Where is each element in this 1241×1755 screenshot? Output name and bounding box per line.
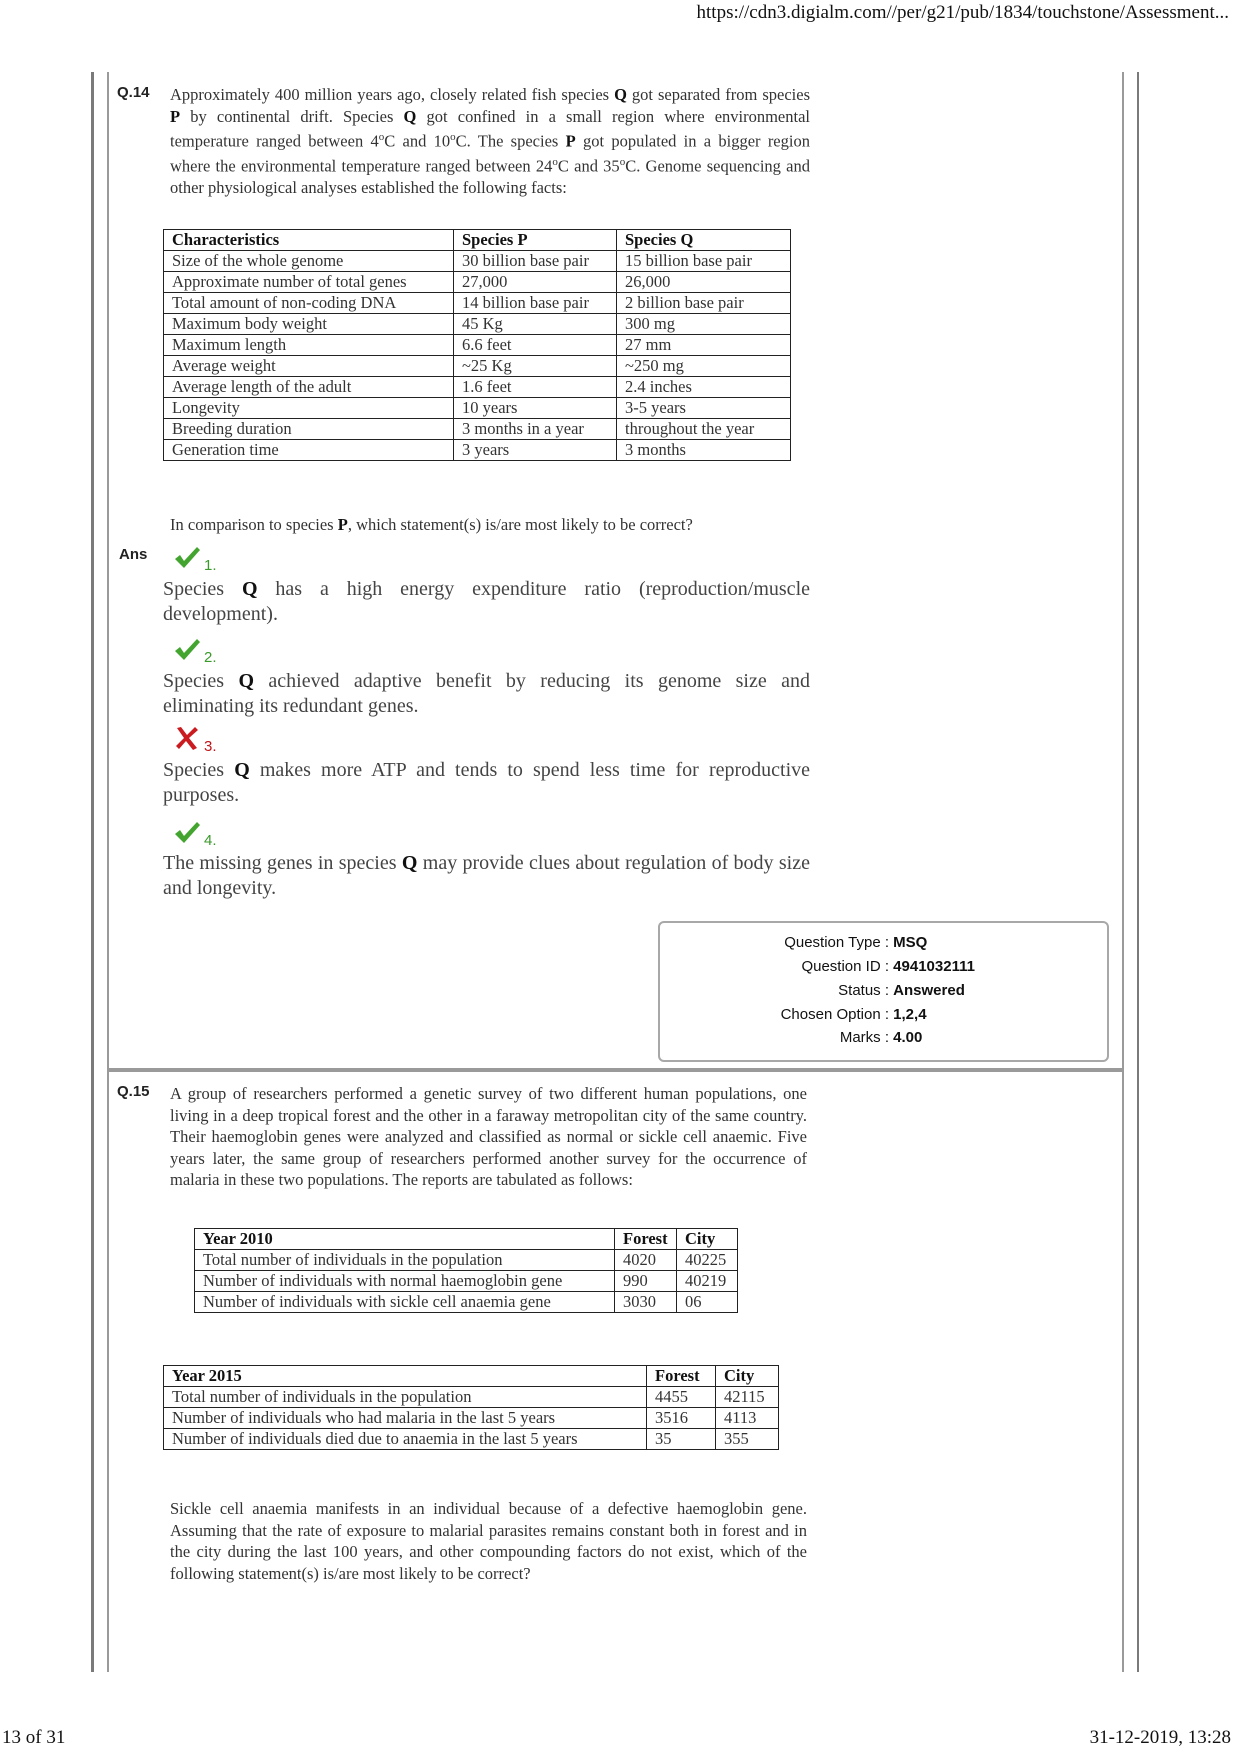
question-number: Q.14 <box>117 84 150 101</box>
frame-left-outer <box>91 72 94 1672</box>
table-cell: 42115 <box>716 1387 779 1408</box>
chosen-option-value: 1,2,4 <box>893 1006 927 1023</box>
table-cell: Maximum body weight <box>164 314 454 335</box>
table-cell: 4113 <box>716 1408 779 1429</box>
option-number: 4. <box>204 832 217 849</box>
table-cell: 355 <box>716 1429 779 1450</box>
table-cell: throughout the year <box>617 419 791 440</box>
question-stem: In comparison to species P, which statement(s) is/are most likely to be correct? <box>170 515 693 534</box>
table-row <box>164 419 791 440</box>
table-header-row <box>164 1366 779 1387</box>
table-header-cell: Forest <box>615 1229 677 1250</box>
table-cell: 6.6 feet <box>454 335 617 356</box>
table-row <box>164 1429 779 1450</box>
table-cell: 4020 <box>615 1250 677 1271</box>
table-cell: 45 Kg <box>454 314 617 335</box>
table-cell: 3-5 years <box>617 398 791 419</box>
table-cell: 3516 <box>647 1408 716 1429</box>
table-header-cell: City <box>677 1229 738 1250</box>
table-row <box>164 398 791 419</box>
table-cell: 27,000 <box>454 272 617 293</box>
option-2-mark <box>173 636 217 666</box>
option-3-mark <box>173 725 217 755</box>
answer-label: Ans <box>119 546 148 563</box>
option-2-text: Species Q achieved adaptive benefit by reducing its genome size and eliminating its redundant genes. <box>163 670 811 717</box>
table-cell: 3030 <box>615 1292 677 1313</box>
table-cell: 2 billion base pair <box>617 293 791 314</box>
table-row <box>164 272 791 293</box>
table-cell: 300 mg <box>617 314 791 335</box>
question-type-value: MSQ <box>893 934 928 951</box>
option-number: 1. <box>204 557 217 574</box>
table-cell: 35 <box>647 1429 716 1450</box>
table-cell: 990 <box>615 1271 677 1292</box>
status-label: Status : <box>838 982 889 999</box>
table-cell: Maximum length <box>164 335 454 356</box>
table-row <box>195 1271 738 1292</box>
table-cell: ~25 Kg <box>454 356 617 377</box>
table-cell: Number of individuals with normal haemoglobin gene <box>195 1271 615 1292</box>
chosen-option-label: Chosen Option : <box>780 1006 889 1023</box>
table-row <box>164 440 791 461</box>
marks-row <box>670 1027 922 1049</box>
table-row <box>164 356 791 377</box>
table-cell: Average length of the adult <box>164 377 454 398</box>
check-icon <box>173 819 201 849</box>
table-cell: 27 mm <box>617 335 791 356</box>
table-cell: 30 billion base pair <box>454 251 617 272</box>
table-cell: 4455 <box>647 1387 716 1408</box>
table-header-cell: Species P <box>454 230 617 251</box>
table-cell: Total number of individuals in the population <box>195 1250 615 1271</box>
option-number: 2. <box>204 649 217 666</box>
table-header-cell: Year 2010 <box>195 1229 615 1250</box>
table-cell: Number of individuals with sickle cell anaemia gene <box>195 1292 615 1313</box>
frame-right-outer <box>1137 72 1139 1672</box>
table-cell: Generation time <box>164 440 454 461</box>
table-row <box>164 251 791 272</box>
table-cell: Number of individuals died due to anaemia in the last 5 years <box>164 1429 647 1450</box>
species-comparison-table <box>163 229 791 461</box>
table-row <box>164 335 791 356</box>
chosen-option-row <box>670 1004 927 1026</box>
table-cell: ~250 mg <box>617 356 791 377</box>
survey-2015-table <box>163 1365 779 1450</box>
question-passage: A group of researchers performed a genetic survey of two different human populations, one living in a deep tropical forest and the other in a faraway metropolitan city of the same country. Their haemoglobin genes were analyzed and classified as normal or sickle cell anaemic. Five years later, the same group of researchers performed another survey for the occurrence of malaria in these two populations. The reports are tabulated as follows: <box>170 1084 807 1189</box>
cross-icon <box>173 725 201 755</box>
table-header-cell: Characteristics <box>164 230 454 251</box>
option-3-text: Species Q makes more ATP and tends to spend less time for reproductive purposes. <box>163 759 811 806</box>
question-stem: Sickle cell anaemia manifests in an individual because of a defective haemoglobin gene. Assuming that the rate of exposure to malarial parasites remains constant both in forest and in the city during the last 100 years, and other compounding factors do not exist, which of the following statement(s) is/are most likely to be correct? <box>170 1499 807 1583</box>
question-type-label: Question Type : <box>784 934 889 951</box>
status-row <box>670 980 965 1002</box>
option-4-mark <box>173 819 217 849</box>
table-cell: 3 years <box>454 440 617 461</box>
table-cell: 3 months <box>617 440 791 461</box>
table-cell: 3 months in a year <box>454 419 617 440</box>
option-1-text: Species Q has a high energy expenditure ratio (reproduction/muscle development). <box>163 578 810 625</box>
table-cell: Total amount of non-coding DNA <box>164 293 454 314</box>
check-icon <box>173 636 201 666</box>
question-id-row <box>670 956 975 978</box>
table-cell: 40225 <box>677 1250 738 1271</box>
table-cell: 14 billion base pair <box>454 293 617 314</box>
table-cell: 1.6 feet <box>454 377 617 398</box>
question-info-box <box>658 921 1109 1062</box>
table-row <box>195 1250 738 1271</box>
table-row <box>164 1408 779 1429</box>
table-cell: 15 billion base pair <box>617 251 791 272</box>
table-cell: Longevity <box>164 398 454 419</box>
question-type-row <box>670 932 927 954</box>
table-header-cell: Year 2015 <box>164 1366 647 1387</box>
table-cell: Total number of individuals in the population <box>164 1387 647 1408</box>
table-row <box>164 293 791 314</box>
table-cell: Approximate number of total genes <box>164 272 454 293</box>
marks-label: Marks : <box>839 1029 889 1046</box>
question-id-value: 4941032111 <box>893 958 975 975</box>
table-header-cell: City <box>716 1366 779 1387</box>
frame-left-inner <box>107 72 109 1672</box>
question-id-label: Question ID : <box>801 958 889 975</box>
question-separator <box>109 1068 1122 1072</box>
table-header-cell: Forest <box>647 1366 716 1387</box>
table-row <box>164 1387 779 1408</box>
table-row <box>195 1292 738 1313</box>
table-header-row <box>164 230 791 251</box>
option-1-mark <box>173 544 217 574</box>
table-cell: Size of the whole genome <box>164 251 454 272</box>
status-value: Answered <box>893 982 965 999</box>
table-row <box>164 314 791 335</box>
marks-value: 4.00 <box>893 1029 923 1046</box>
page-counter: 13 of 31 <box>2 1727 66 1748</box>
table-cell: 2.4 inches <box>617 377 791 398</box>
print-datetime: 31-12-2019, 13:28 <box>1089 1727 1231 1748</box>
table-cell: 40219 <box>677 1271 738 1292</box>
table-cell: 06 <box>677 1292 738 1313</box>
question-number: Q.15 <box>117 1083 150 1100</box>
check-icon <box>173 544 201 574</box>
option-number: 3. <box>204 738 217 755</box>
option-4-text: The missing genes in species Q may provide clues about regulation of body size and longevity. <box>163 852 810 899</box>
table-cell: 26,000 <box>617 272 791 293</box>
table-cell: Average weight <box>164 356 454 377</box>
table-cell: Breeding duration <box>164 419 454 440</box>
table-header-cell: Species Q <box>617 230 791 251</box>
question-passage: Approximately 400 million years ago, closely related fish species Q got separated from species P by continental drift. Species Q got confined in a small region where environmental temperature ranged between 4$^o$C and 10$^o$C. The species P got populated in a bigger region where the environmental temperature ranged between 24$^o$C and 35$^o$C. Genome sequencing and other physiological analyses established the following facts: <box>170 85 810 197</box>
frame-right-inner <box>1122 72 1124 1672</box>
page-url: https://cdn3.digialm.com//per/g21/pub/1834/touchstone/Assessment... <box>696 2 1229 23</box>
table-cell: 10 years <box>454 398 617 419</box>
survey-2010-table <box>194 1228 738 1313</box>
table-row <box>164 377 791 398</box>
table-header-row <box>195 1229 738 1250</box>
table-cell: Number of individuals who had malaria in the last 5 years <box>164 1408 647 1429</box>
